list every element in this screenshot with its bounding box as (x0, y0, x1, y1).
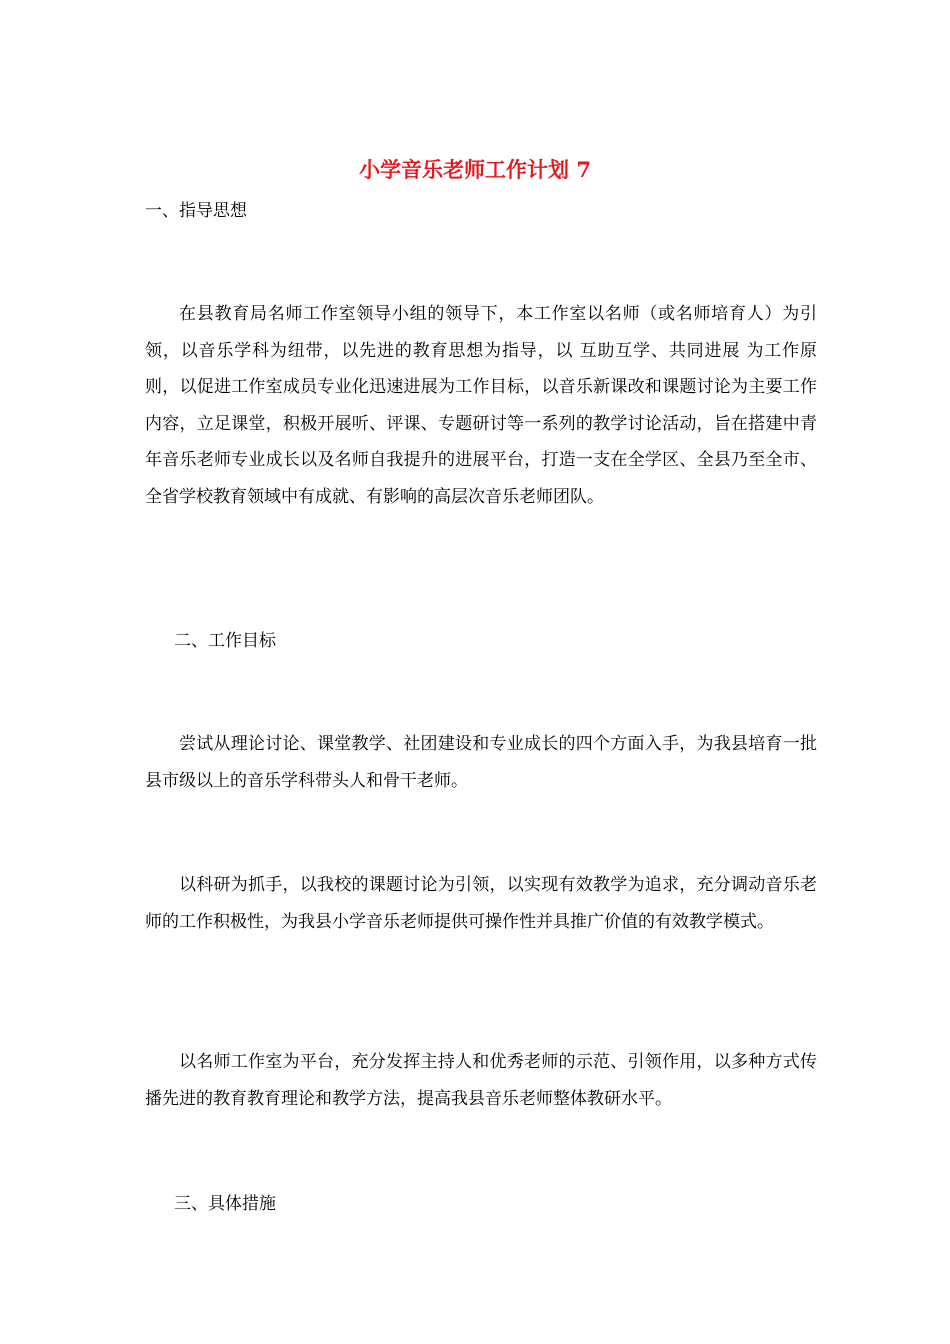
section-heading-specific-measures: 三、具体措施 (174, 1194, 276, 1214)
section-heading-work-goals: 二、工作目标 (174, 631, 276, 651)
paragraph-work-goals-1: 尝试从理论讨论、课堂教学、社团建设和专业成长的四个方面入手，为我县培育一批县市级以上的音乐学科带头人和骨干老师。 (145, 734, 817, 791)
section-heading-guiding-ideology: 一、指导思想 (145, 201, 247, 221)
paragraph-work-goals-3: 以名师工作室为平台，充分发挥主持人和优秀老师的示范、引领作用，以多种方式传播先进的教育教育理论和教学方法，提高我县音乐老师整体教研水平。 (145, 1052, 817, 1109)
paragraph-guiding-ideology: 在县教育局名师工作室领导小组的领导下，本工作室以名师（或名师培育人）为引领，以音乐学科为纽带，以先进的教育思想为指导，以 互助互学、共同进展 为工作原则，以促进工作室成员专业化迅速进展为工作目标，以音乐新课改和课题讨论为主要工作内容，立足课堂，积极开展听、评课、专题研讨等一系列的教学讨论活动，旨在搭建中青年音乐老师专业成长以及名师自我提升的进展平台，打造一支在全学区、全县乃至全市、全省学校教育领域中有成就、有影响的高层次音乐老师团队。 (145, 304, 817, 507)
document-title: 小学音乐老师工作计划 7 (359, 157, 591, 182)
paragraph-work-goals-2: 以科研为抓手，以我校的课题讨论为引领，以实现有效教学为追求，充分调动音乐老师的工作积极性，为我县小学音乐老师提供可操作性并具推广价值的有效教学模式。 (145, 875, 817, 932)
